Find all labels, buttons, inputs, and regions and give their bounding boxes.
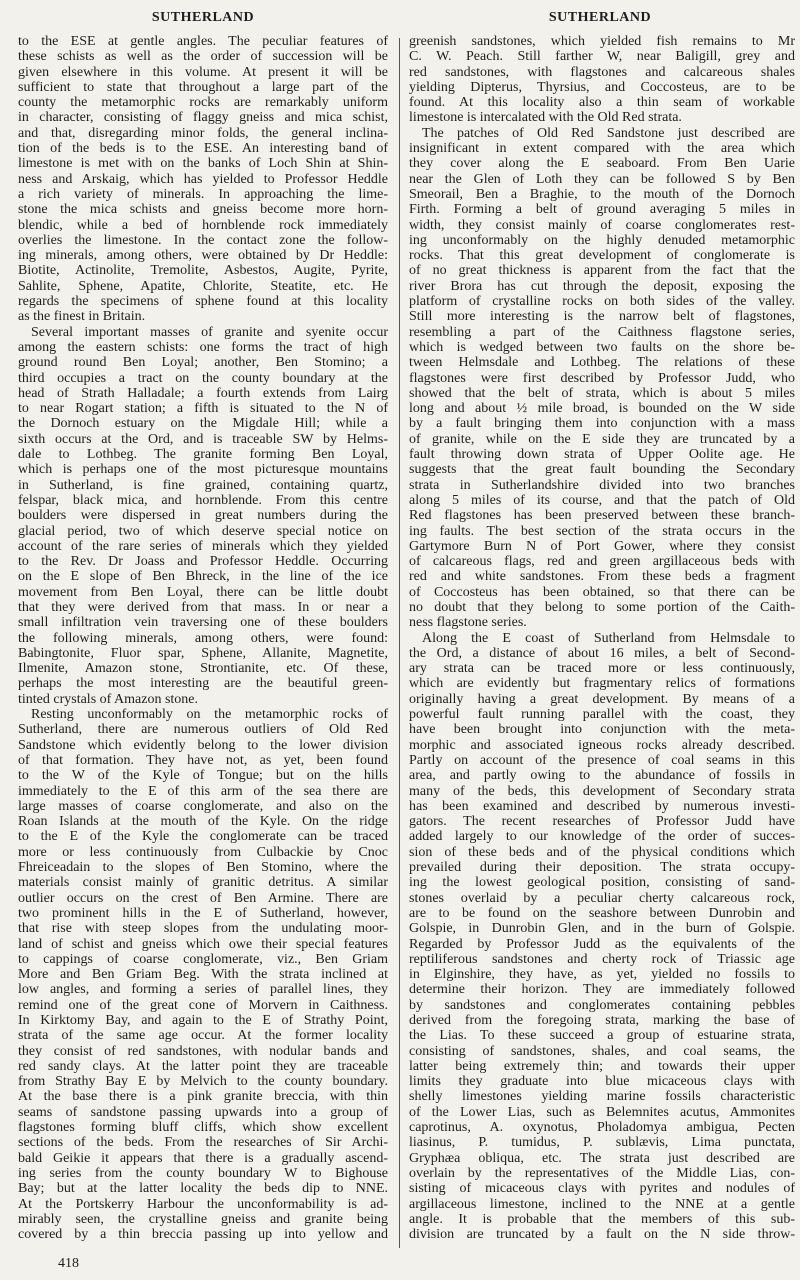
text-line: felspar, black mica, and hornblende. From this centre — [18, 492, 388, 508]
text-line: third occupies a tract on the county boundary at the — [18, 370, 388, 386]
text-line: immediately to the E of this arm of the sea there are — [18, 783, 388, 799]
text-line: on the E slope of Ben Bhreck, in the line of the ice — [18, 569, 388, 585]
text-line: to near Rogart station; a fifth is situated to the N of — [18, 401, 388, 417]
text-line: Sahlite, Sphene, Apatite, Chlorite, Steatite, etc. He — [18, 278, 388, 294]
text-line: Smeorail, Ben a Braghie, to the mouth of the Dornoch — [409, 186, 795, 202]
text-column-left — [18, 34, 388, 1242]
text-line: which is perhaps one of the most picturesque mountains — [18, 462, 388, 478]
text-line: overlies the limestone. In the contact zone the follow- — [18, 232, 388, 248]
text-line: small infiltration vein traversing one of these boulders — [18, 615, 388, 631]
text-line: head of Strath Halladale; a fourth extends from Lairg — [18, 385, 388, 401]
text-line: width, they consist mainly of coarse conglomerates rest- — [409, 217, 795, 233]
text-line: that rise with steep slopes from the undulating moor- — [18, 921, 388, 937]
text-line: are to be found on the seashore between Dunrobin and — [409, 905, 795, 921]
text-line: limestone is met with on the banks of Loch Shin at Shin- — [18, 156, 388, 172]
running-header-right: SUTHERLAND — [548, 10, 652, 25]
text-line: they cover along the E seaboard. From Ben Uarie — [409, 156, 795, 172]
text-line: which is wedged between two faults on the shore be- — [409, 339, 795, 355]
text-line: Resting unconformably on the metamorphic rocks of — [31, 707, 388, 723]
text-line: to the E of the Kyle the conglomerate can be traced — [18, 829, 388, 845]
text-line: added largely to our knowledge of the order of succes- — [409, 829, 795, 845]
text-line: sections of the beds. From the researches of Sir Archi- — [18, 1135, 388, 1151]
text-line: latter being extremely thin; and towards their upper — [409, 1058, 795, 1074]
text-line: More and Ben Griam Beg. With the strata inclined at — [18, 967, 388, 983]
page-number: 418 — [58, 1256, 79, 1271]
text-line: given elsewhere in this volume. At present it will be — [18, 64, 388, 80]
text-line: remind one of the great cone of Morvern in Caithness. — [18, 997, 388, 1013]
text-line: Golspie, in Dunrobin Glen, and in the burn of Golspie. — [409, 921, 795, 937]
text-line: to the ESE at gentle angles. The peculiar features of — [18, 34, 388, 49]
text-line: red and white sandstones. From these beds a fragment — [409, 569, 795, 585]
text-line: tion of the beds is to the ESE. An interesting band of — [18, 141, 388, 157]
text-line: shelly limestones yielding marine fossils characteristic — [409, 1089, 795, 1105]
text-line: Roan Islands at the mouth of the Kyle. On the ridge — [18, 814, 388, 830]
text-line: gators. The recent researches of Professor Judd have — [409, 814, 795, 830]
text-line: river Brora has cut through the deposit, exposing the — [409, 278, 795, 294]
text-line: near the Glen of Loth they can be followed S by Ben — [409, 171, 795, 187]
text-line: red sandy clays. At the latter point they are traceable — [18, 1058, 388, 1074]
text-line: has been examined and described by numerous investi- — [409, 798, 795, 814]
text-line: morphic and associated igneous rocks already described. — [409, 737, 795, 753]
text-line: county the metamorphic rocks are remarkably uniform — [18, 95, 388, 111]
text-column-right — [409, 34, 795, 1242]
text-line: mirably seen, the crystalline gneiss and granite being — [18, 1211, 388, 1227]
text-line: tinted crystals of Amazon stone. — [18, 691, 199, 707]
text-line: liasinus, P. tumidus, P. sublævis, Lima punctata, — [409, 1135, 795, 1151]
paragraph — [18, 34, 388, 325]
text-line: rocks. That this great development of conglomerate is — [409, 248, 795, 264]
text-line: red sandstones, with flagstones and calcareous shales — [409, 64, 795, 80]
text-line: regards the specimens of sphene found at this locality — [18, 294, 388, 310]
text-line: by sandstones and conglomerates containing pebbles — [409, 997, 795, 1013]
text-line: insignificant in extent compared with the area which — [409, 141, 795, 157]
text-line: and that, disregarding minor folds, the general inclina- — [18, 125, 388, 141]
text-line: perhaps the most interesting are the beautiful green- — [18, 676, 388, 692]
text-line: have been brought into conjunction with the meta- — [409, 722, 795, 738]
text-line: the Dornoch estuary on the Migdale Hill; while a — [18, 416, 388, 432]
text-line: sufficient to state that throughout a large part of the — [18, 79, 388, 95]
text-line: In Kirktomy Bay, and again to the E of Strathy Point, — [18, 1013, 388, 1028]
text-line: resembling a part of the Caithness flagstone series, — [409, 324, 795, 340]
text-line: Bay; but at the latter locality the beds dip to NNE. — [18, 1181, 388, 1197]
text-line: long and about ½ mile broad, is bounded on the W side — [409, 401, 795, 417]
text-line: found. At this locality also a thin seam of workable — [409, 95, 795, 111]
text-line: area, and partly owing to the abundance of fossils in — [409, 768, 795, 784]
text-line: as the finest in Britain. — [18, 309, 146, 325]
column-divider — [399, 38, 400, 1248]
text-line: the following minerals, among others, were found: — [18, 630, 388, 646]
text-line: stone the mica schists and gneiss become more horn- — [18, 202, 388, 218]
text-line: a rich variety of minerals. In approaching the lime- — [18, 186, 388, 202]
paragraph — [409, 126, 795, 631]
text-line: more or less continuously from Culbackie by Cnoc — [18, 844, 388, 860]
text-line: large masses of coarse conglomerate, and also on the — [18, 798, 388, 814]
text-line: from Strathy Bay E by Melvich to the county boundary. — [18, 1074, 388, 1090]
text-line: Sandstone which evidently belong to the lower division — [18, 737, 388, 753]
text-line: many of the beds, this development of Secondary strata — [409, 783, 795, 799]
text-line: Regarded by Professor Judd as the equivalents of the — [409, 936, 795, 952]
text-line: Biotite, Actinolite, Tremolite, Asbestos, Augite, Pyrite, — [18, 263, 388, 279]
text-line: caprotinus, A. oxynotus, Pholadomya ambigua, Pecten — [409, 1120, 795, 1136]
text-line: Along the E coast of Sutherland from Helmsdale to — [422, 630, 795, 646]
paragraph — [18, 325, 388, 707]
text-line: fault throwing down strata of Upper Oolite age. He — [409, 447, 795, 463]
paragraph — [409, 631, 795, 1243]
text-line: showed that the belt of strata, which is about 5 miles — [409, 385, 795, 401]
text-line: two prominent hills in the E of Sutherland, however, — [18, 905, 388, 921]
text-line: seams of sandstone passing upwards into a group of — [18, 1104, 388, 1120]
text-line: division are truncated by a fault on the N side throw- — [409, 1227, 795, 1243]
text-line: strata of the same age occur. At the former locality — [18, 1028, 388, 1044]
text-line: ground round Ben Loyal; another, Ben Stomino; a — [18, 355, 388, 371]
text-line: Fhreiceadain to the slopes of Ben Stomino, where the — [18, 860, 388, 876]
text-line: Red flagstones has been preserved between these branch- — [409, 508, 795, 524]
text-line: of no great thickness is apparent from the fact that the — [409, 263, 795, 279]
text-line: flagstones were first described by Professor Judd, who — [409, 370, 795, 386]
text-line: glacial period, two of which deserve special notice on — [18, 523, 388, 539]
text-line: outlier occurs on the crest of Ben Armine. There are — [18, 890, 388, 906]
text-line: of Coccosteus has been obtained, so that there can be — [409, 584, 795, 600]
text-line: Several important masses of granite and syenite occur — [31, 324, 388, 340]
paragraph — [18, 707, 388, 1242]
text-line: ary strata can be traced more or less continuously, — [409, 661, 795, 677]
text-line: limits they graduate into blue micaceous clays with — [409, 1074, 795, 1090]
text-line: in Elginshire, they have, as yet, yielded no fossils to — [409, 967, 795, 983]
text-line: that they were derived from that mass. In or near a — [18, 599, 388, 615]
text-line: among the eastern schists: one forms the tract of high — [18, 339, 388, 355]
text-line: low angles, and forming a series of parallel lines, they — [18, 982, 388, 998]
text-line: strata in Sutherlandshire divided into two branches — [409, 477, 795, 493]
text-line: ing minerals, among others, were obtained by Dr Heddle: — [18, 248, 388, 264]
text-line: stones overlaid by a peculiar cherty calcareous rock, — [409, 890, 795, 906]
text-line: along 5 miles of its course, and that the patch of Old — [409, 492, 795, 508]
text-line: dale to Lothbeg. The granite forming Ben Loyal, — [18, 447, 388, 463]
text-line: the Ord, a distance of about 16 miles, a belt of Second- — [409, 645, 795, 661]
text-line: ing the lowest geological position, consisting of sand- — [409, 875, 795, 891]
text-line: At the Portskerry Harbour the unconformability is ad- — [18, 1196, 388, 1212]
text-line: to the Rev. Dr Joass and Professor Heddle. Occurring — [18, 554, 388, 570]
text-line: reptiliferous sandstones and cherty rock of Triassic age — [409, 951, 795, 967]
text-line: Still more interesting is the narrow belt of flagstones, — [409, 309, 795, 325]
text-line: the Lias. To these succeed a group of estuarine strata, — [409, 1028, 795, 1044]
text-line: ness and Arskaig, which has yielded to Professor Heddle — [18, 171, 388, 187]
text-line: Firth. Forming a belt of ground averaging 5 miles in — [409, 202, 795, 218]
text-line: derived from the foregoing strata, marking the base of — [409, 1013, 795, 1028]
text-line: powerful fault running parallel with the coast, they — [409, 707, 795, 723]
text-line: Ilmenite, Amazon stone, Strontianite, etc. Of these, — [18, 661, 388, 677]
text-line: to cappings of coarse conglomerate, viz., Ben Griam — [18, 951, 388, 967]
text-line: of the Lower Lias, such as Belemnites acutus, Ammonites — [409, 1104, 795, 1120]
text-line: tween Helmsdale and Lothbeg. The relations of these — [409, 355, 795, 371]
text-line: consisting of sandstones, shales, and coal seams, the — [409, 1043, 795, 1059]
text-line: argillaceous limestone, inclined to the NNE at a gentle — [409, 1196, 795, 1212]
text-line: originally having a great development. By means of a — [409, 691, 795, 707]
text-line: by a fault bringing them into conjunction with a mass — [409, 416, 795, 432]
text-line: overlain by the representatives of the Middle Lias, con- — [409, 1165, 795, 1181]
text-line: no doubt that they belong to some portion of the Caith- — [409, 599, 795, 615]
text-line: Partly on account of the presence of coal seams in this — [409, 752, 795, 768]
text-line: these schists as well as the order of succession will be — [18, 49, 388, 65]
text-line: yielding Dipterus, Thyrsius, and Coccosteus, are to be — [409, 79, 795, 95]
text-line: materials consist mainly of granitic detritus. A similar — [18, 875, 388, 891]
text-line: to the W of the Kyle of Tongue; but on the hills — [18, 768, 388, 784]
text-line: which are evidently but fragmentary relics of formations — [409, 676, 795, 692]
text-line: they consist of red sandstones, with nodular bands and — [18, 1043, 388, 1059]
text-line: of that formation. They have not, as yet, been found — [18, 752, 388, 768]
running-header-left: SUTHERLAND — [151, 10, 255, 25]
text-line: angle. It is probable that the members of this sub- — [409, 1211, 795, 1227]
text-line: covered by a thin breccia passing up into yellow and — [18, 1227, 388, 1243]
text-line: Gryphæa obliqua, etc. The strata just described are — [409, 1150, 795, 1166]
text-line: C. W. Peach. Still farther W, near Baligill, grey and — [409, 49, 795, 65]
text-line: prevailed during their deposition. The strata occupy- — [409, 860, 795, 876]
text-line: greenish sandstones, which yielded fish remains to Mr — [409, 34, 795, 49]
text-line: of granite, while on the E side they are truncated by a — [409, 431, 795, 447]
text-line: sion of these beds and of the physical conditions which — [409, 844, 795, 860]
text-line: movement from Ben Loyal, there can be little doubt — [18, 584, 388, 600]
text-line: ing faults. The best section of the strata occurs in the — [409, 523, 795, 539]
paragraph — [409, 34, 795, 126]
text-line: flagstones forming bluff cliffs, which show excellent — [18, 1120, 388, 1136]
text-line: of calcareous flags, red and green argillaceous beds with — [409, 554, 795, 570]
text-line: ing unconformably on the highly denuded metamorphic — [409, 232, 795, 248]
text-line: account of the rare series of minerals which they yielded — [18, 538, 388, 554]
text-line: determine their horizon. They are immediately followed — [409, 982, 795, 998]
text-line: limestone is intercalated with the Old Red strata. — [409, 110, 682, 126]
text-line: The patches of Old Red Sandstone just described are — [422, 125, 795, 141]
text-line: in character, consisting of flaggy gneiss and mica schist, — [18, 110, 388, 126]
text-line: blendic, while a bed of hornblende rock immediately — [18, 217, 388, 233]
text-line: platform of crystalline rocks on both sides of the valley. — [409, 294, 795, 310]
text-line: ness flagstone series. — [409, 615, 527, 631]
text-line: bald Geikie it appears that there is a gradually ascend- — [18, 1150, 388, 1166]
text-line: sisting of micaceous clays with pyrites and nodules of — [409, 1181, 795, 1197]
text-line: Gartymore Burn N of Port Gower, where they consist — [409, 538, 795, 554]
text-line: ing series from the county boundary W to Bighouse — [18, 1165, 388, 1181]
text-line: Babingtonite, Fluor spar, Sphene, Allanite, Magnetite, — [18, 645, 388, 661]
text-line: sixth occurs at the Ord, and is traceable SW by Helms- — [18, 431, 388, 447]
text-line: suggests that the great fault bounding the Secondary — [409, 462, 795, 478]
text-line: land of schist and gneiss which owe their special features — [18, 936, 388, 952]
text-line: Sutherland, there are numerous outliers of Old Red — [18, 722, 388, 738]
text-line: boulders were dispersed in great numbers during the — [18, 508, 388, 524]
text-line: in Sutherland, is fine grained, containing quartz, — [18, 477, 388, 493]
text-line: At the base there is a pink granite breccia, with thin — [18, 1089, 388, 1105]
